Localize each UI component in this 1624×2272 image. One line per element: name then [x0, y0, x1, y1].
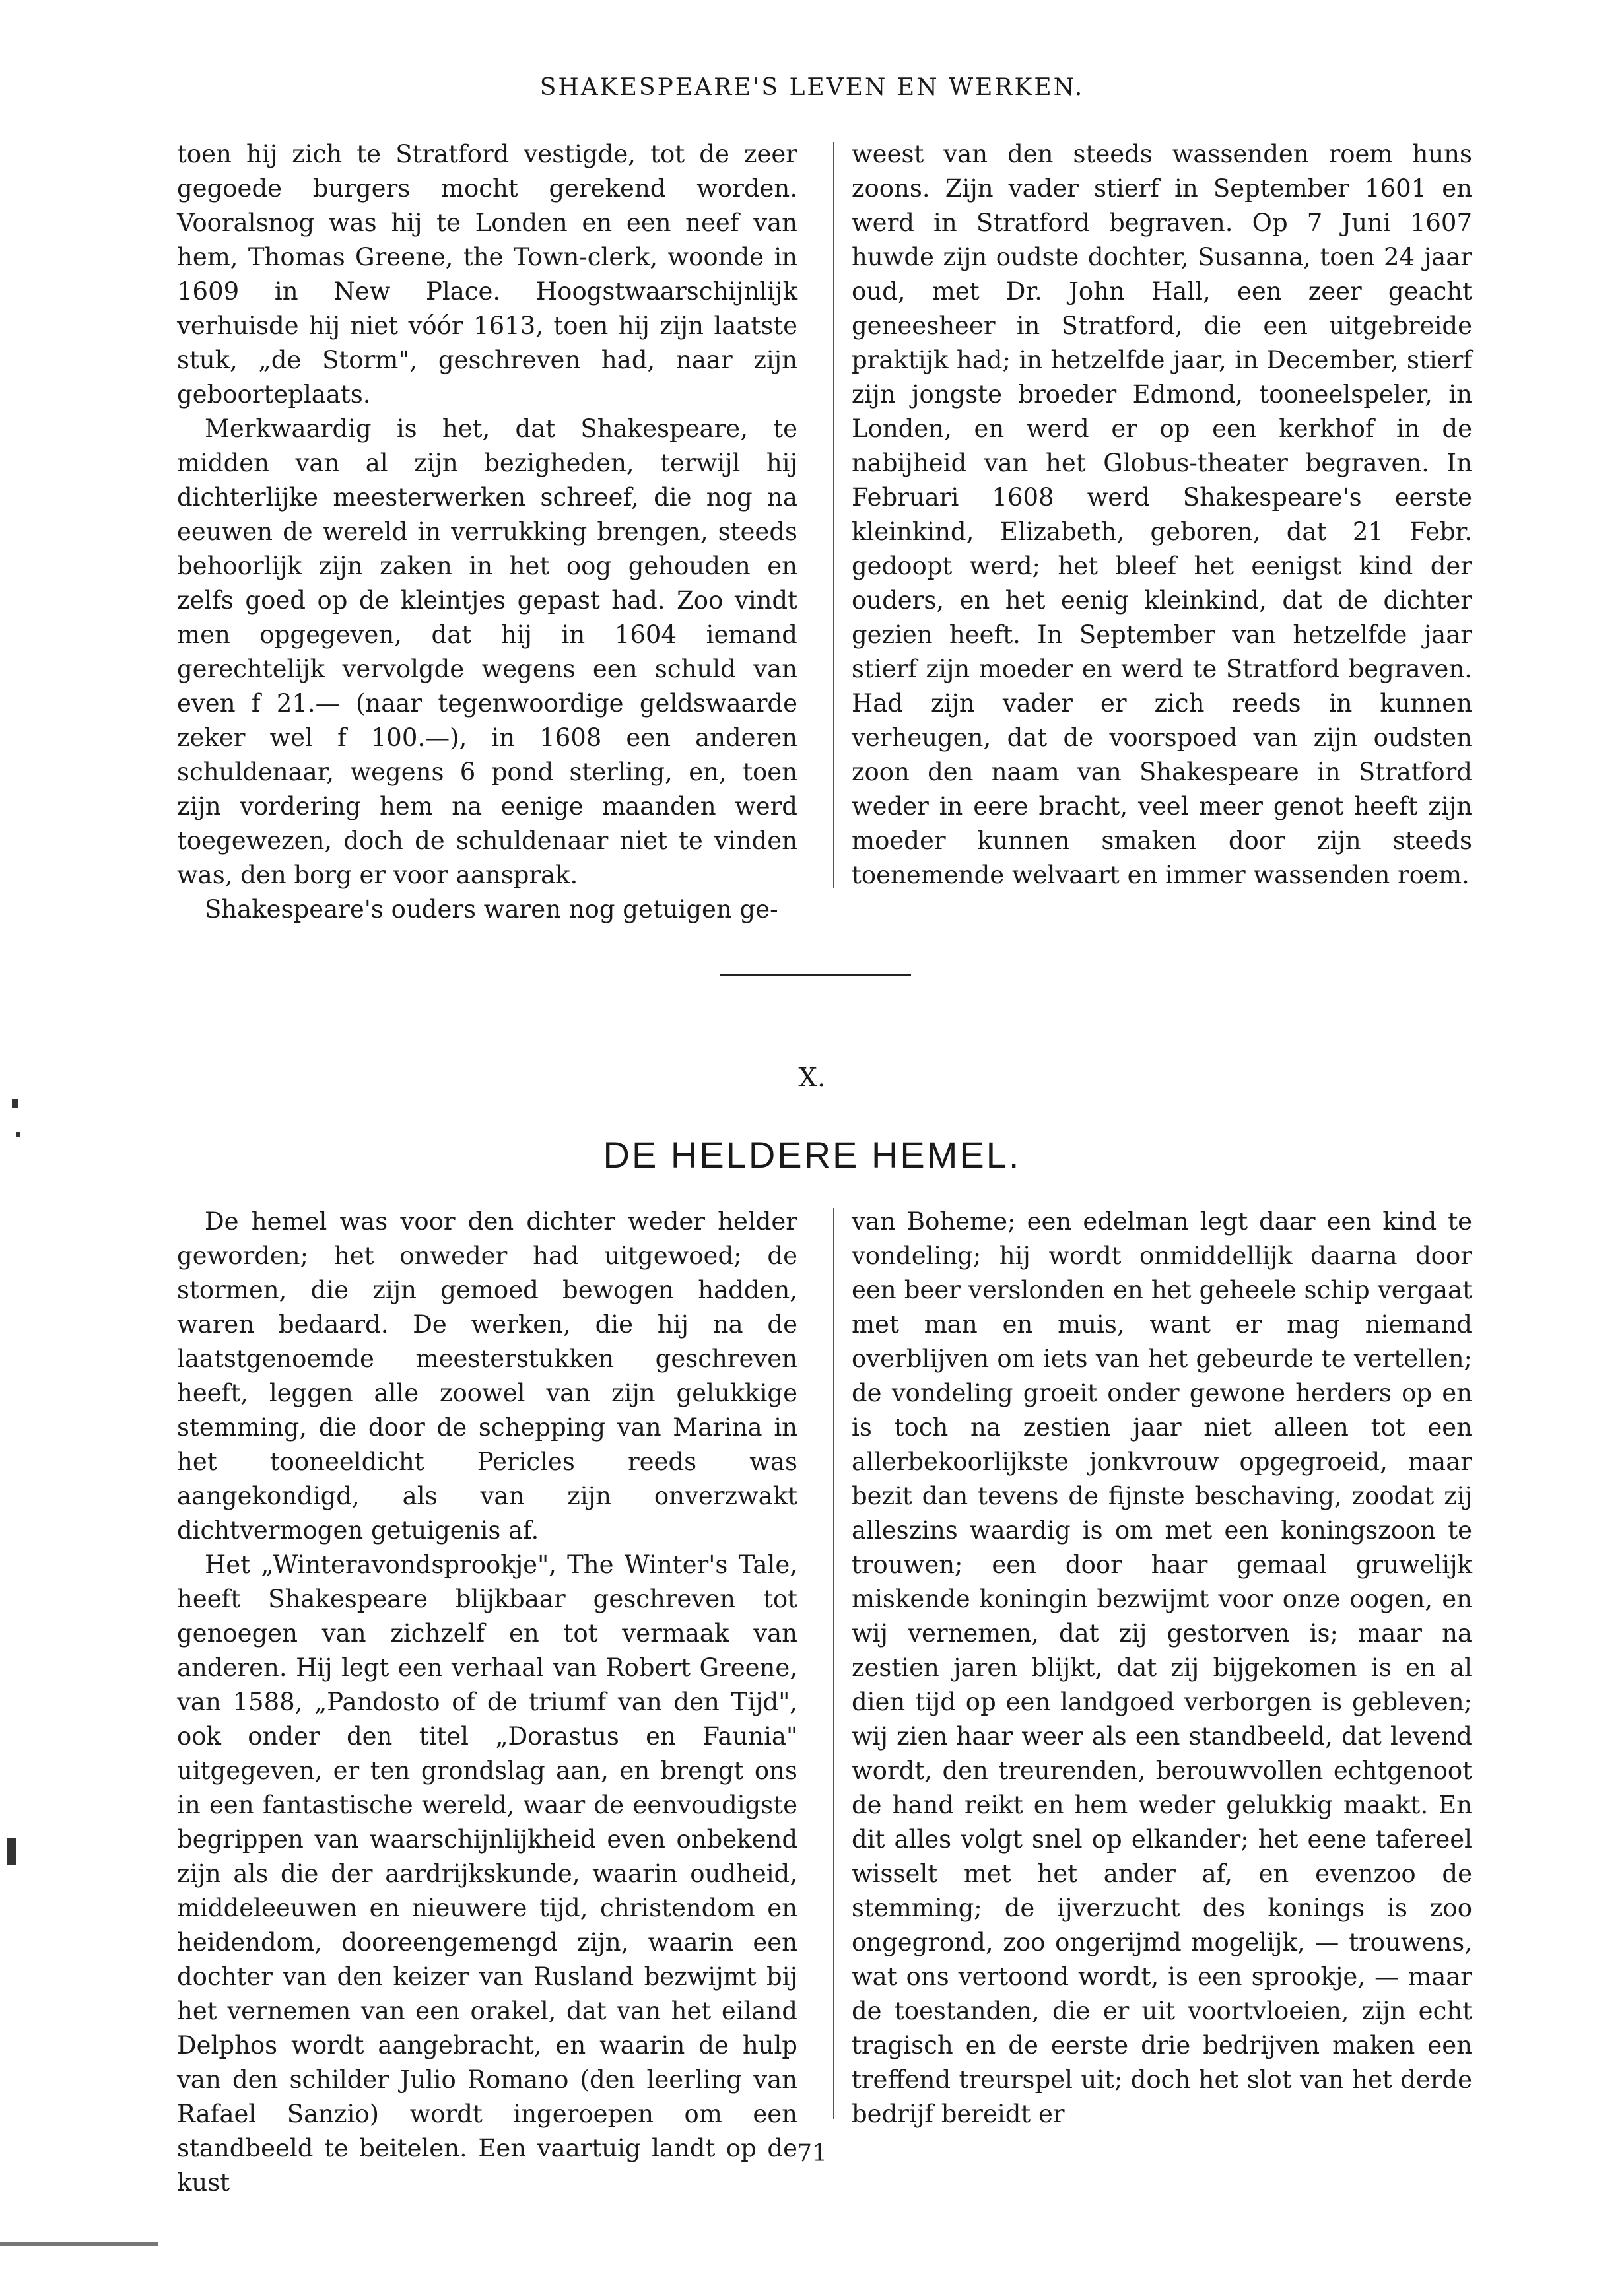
paragraph: toen hij zich te Stratford vestigde, tot de zeer gegoede burgers mocht gerekend worden. Vooralsnog was hij te Londen en een neef van hem, Thomas Greene, the Town-clerk, woonde in 1609 in New Place. Hoogstwaarschijnlijk verhuisde hij niet vóór 1613, toen hij zijn laatste stuk, „de Storm", geschreven had, naar zijn geboorteplaats.	[177, 140, 797, 409]
scan-speck	[7, 1838, 16, 1865]
scan-smudge	[0, 2242, 158, 2246]
scan-speck	[16, 1132, 20, 1137]
scan-speck	[12, 1099, 18, 1108]
lower-left-column	[177, 1205, 797, 2200]
paragraph: Merkwaardig is het, dat Shakespeare, te midden van al zijn bezigheden, terwijl hij dichterlijke meesterwerken schreef, die nog na eeuwen de wereld in verrukking brengen, steeds behoorlijk zijn zaken in het oog gehouden en zelfs goed op de kleintjes gepast had. Zoo vindt men opgegeven, dat hij in 1604 iemand gerechtelijk vervolgde wegens een schuld van even f 21.— (naar tegenwoordige geldswaarde zeker wel f 100.—), in 1608 een anderen schuldenaar, wegens 6 pond sterling, en, toen zijn vordering hem na eenige maanden werd toegewezen, doch de schuldenaar niet te vinden was, den borg er voor aansprak.	[177, 415, 797, 889]
paragraph: Het „Winteravondsprookje", The Winter's Tale, heeft Shakespeare blijkbaar geschreven tot genoegen van zichzelf en tot vermaak van anderen. Hij legt een verhaal van Robert Greene, van 1588, „Pandosto of de triumf van den Tijd", ook onder den titel „Dorastus en Faunia" uitgegeven, er ten grondslag aan, en brengt ons in een fantastische wereld, waar de eenvoudigste begrippen van waarschijnlijkheid even onbekend zijn als die der aardrijkskunde, waarin oudheid, middeleeuwen en nieuwere tijd, christendom en heidendom, dooreengemengd zijn, waarin een dochter van den keizer van Rusland bezwijmt bij het vernemen van een orakel, dat van het eiland Delphos wordt aangebracht, en waarin de hulp van den schilder Julio Romano (den leerling van Rafael Sanzio) wordt ingeroepen om een standbeeld te beitelen. Een vaartuig landt op de kust	[177, 1551, 797, 2197]
paragraph: Shakespeare's ouders waren nog getuigen ge-	[205, 895, 778, 923]
paragraph: van Boheme; een edelman legt daar een kind te vondeling; hij wordt onmiddellijk daarna door een beer verslonden en het geheele schip vergaat met man en muis, want er mag niemand overblijven om iets van het gebeurde te vertellen; de vondeling groeit onder gewone herders op en is toch na zestien jaar niet alleen tot een allerbekoorlijkste jonkvrouw opgegroeid, maar bezit dan tevens de fijnste beschaving, zoodat zij alleszins waardig is om met een koningszoon te trouwen; een door haar gemaal gruwelijk miskende koningin bezwijmt voor onze oogen, en wij vernemen, dat zij gestorven is; maar na zestien jaren blijkt, dat zij bijgekomen is en al dien tijd op een landgoed verborgen is gebleven; wij zien haar weer als een standbeeld, dat levend wordt, den treurenden, berouwvollen echtgenoot de hand reikt en hem weder gelukkig maakt. En dit alles volgt snel op elkander; het eene tafereel wisselt met het ander af, en evenzoo de stemming; de ijverzucht des konings is zoo ongegrond, zoo ongerijmd mogelijk, — trouwens, wat ons vertoond wordt, is een sprookje, — maar de toestanden, die er uit voortvloeien, zijn echt tragisch en de eerste drie bedrijven maken een treffend treurspel uit; doch het slot van het derde bedrijf bereidt er	[852, 1207, 1472, 2128]
page-number: 71	[797, 2140, 827, 2167]
chapter-number: X.	[798, 1063, 826, 1093]
chapter-title: DE HELDERE HEMEL.	[603, 1134, 1021, 1176]
lower-right-column	[852, 1205, 1472, 2131]
section-divider	[720, 974, 911, 976]
upper-left-column	[177, 137, 797, 927]
column-rule	[833, 1208, 834, 2119]
column-rule	[833, 142, 834, 888]
paragraph: De hemel was voor den dichter weder helder geworden; het onweder had uitgewoed; de stormen, die zijn gemoed bewogen hadden, waren bedaard. De werken, die hij na de laatstgenoemde meesterstukken geschreven heeft, leggen alle zoowel van zijn gelukkige stemming, die door de schepping van Marina in het tooneeldicht Pericles reeds was aangekondigd, als van zijn onverzwakt dichtvermogen getuigenis af.	[177, 1207, 797, 1545]
upper-right-column	[852, 137, 1472, 892]
running-head: SHAKESPEARE'S LEVEN EN WERKEN.	[539, 74, 1085, 101]
paragraph: weest van den steeds wassenden roem huns zoons. Zijn vader stierf in September 1601 en werd in Stratford begraven. Op 7 Juni 1607 huwde zijn oudste dochter, Susanna, toen 24 jaar oud, met Dr. John Hall, een zeer geacht geneesheer in Stratford, die een uitgebreide praktijk had; in hetzelfde jaar, in December, stierf zijn jongste broeder Edmond, tooneelspeler, in Londen, en werd er op een kerkhof in de nabijheid van het Globus-theater begraven. In Februari 1608 werd Shakespeare's eerste kleinkind, Elizabeth, geboren, dat 21 Febr. gedoopt werd; het bleef het eenigst kind der ouders, en het eenig kleinkind, dat de dichter gezien heeft. In September van hetzelfde jaar stierf zijn moeder en werd te Stratford begraven. Had zijn vader er zich reeds in kunnen verheugen, dat de voorspoed van zijn oudsten zoon den naam van Shakespeare in Stratford weder in eere bracht, veel meer genot heeft zijn moeder kunnen smaken door zijn steeds toenemende welvaart en immer wassenden roem.	[852, 140, 1472, 889]
